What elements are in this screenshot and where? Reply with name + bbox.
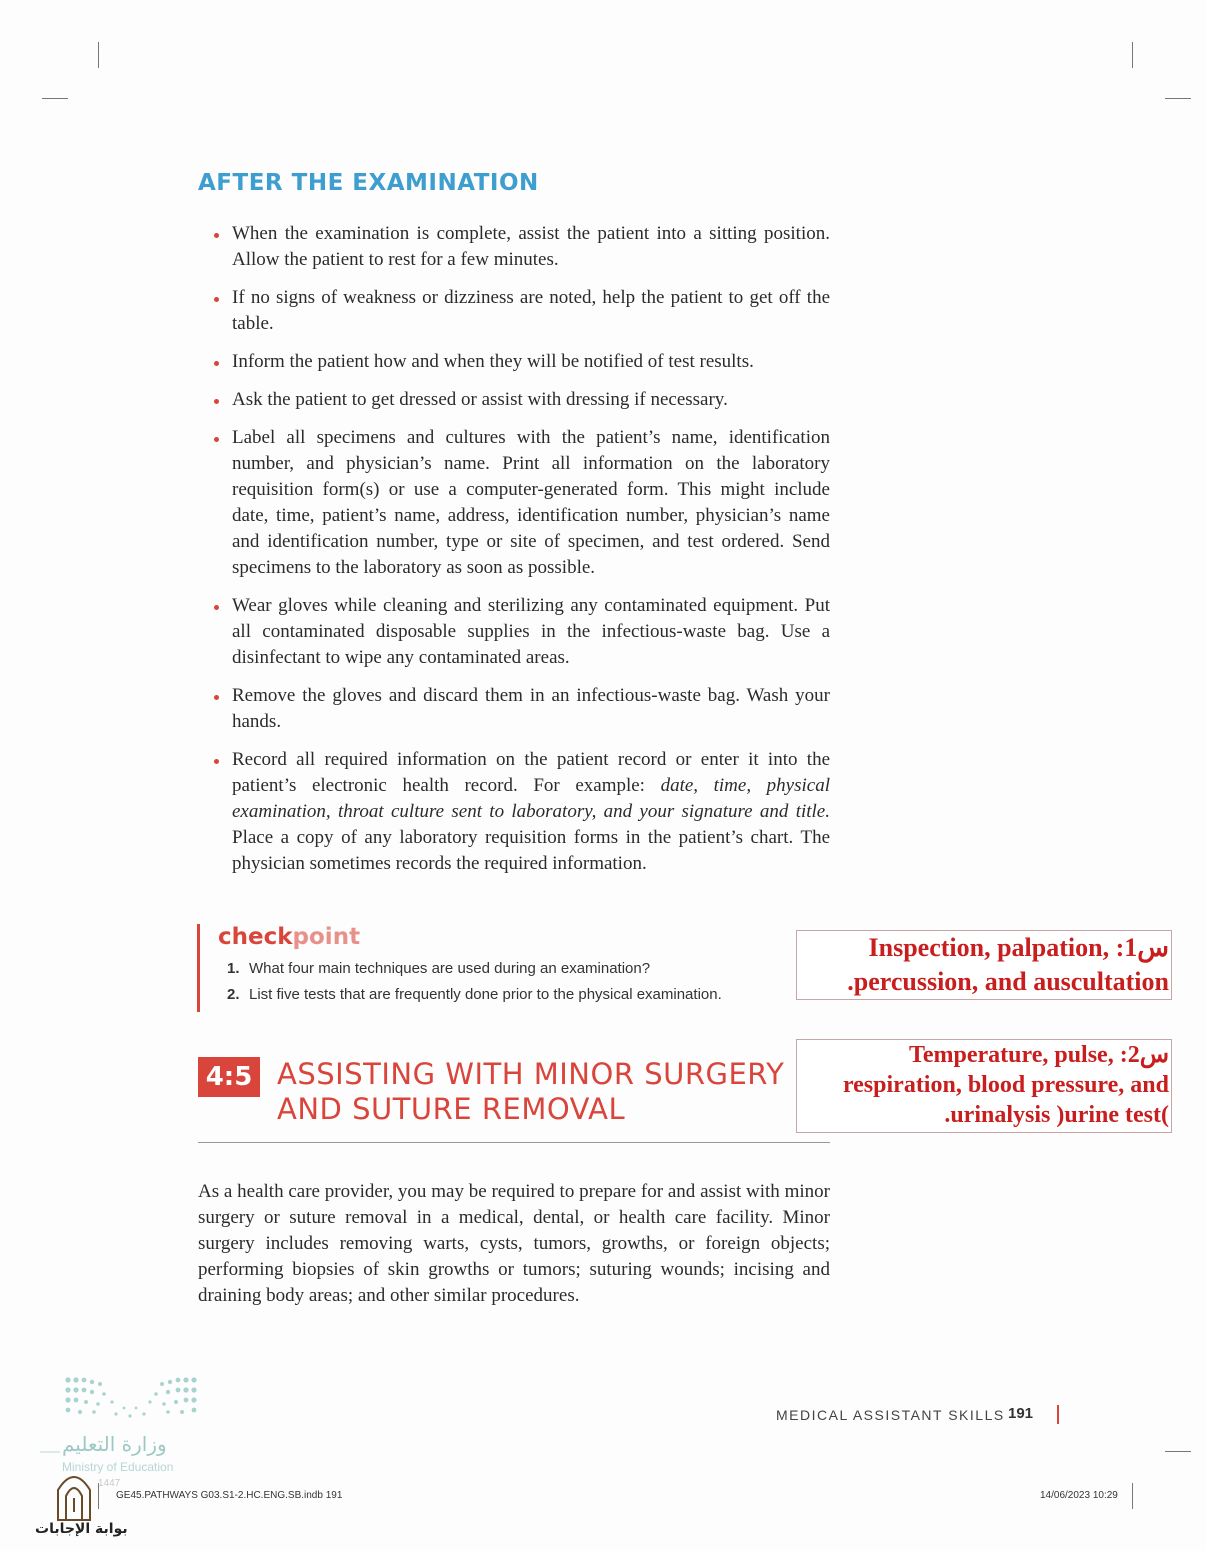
section-title: AFTER THE EXAMINATION	[198, 170, 539, 196]
answer-line: .urinalysis )urine test(	[944, 1102, 1169, 1128]
list-item: Remove the gloves and discard them in an infectious-waste bag. Wash your hands.	[212, 683, 830, 735]
intro-paragraph: As a health care provider, you may be required to prepare for and assist with minor surgery or suture removal in a medical, dental, or health care facility. Minor surgery includes removing warts, cysts, tumors, growths, or foreign objects; performing biopsies of skin growths or tumors; suturing wounds; incising and draining body areas; and other similar procedures.	[198, 1181, 830, 1306]
answer-box-1	[796, 930, 1172, 1000]
crop-mark	[1132, 42, 1133, 68]
ministry-arabic: وزارة التعليم	[62, 1432, 167, 1456]
answer-line: respiration, blood pressure, and	[842, 1072, 1169, 1098]
question-text: What four main techniques are used during an examination?	[249, 960, 651, 977]
answer-line: .percussion, and auscultation	[847, 967, 1169, 996]
list-item	[212, 747, 830, 877]
section-number-badge: 4:5	[198, 1057, 260, 1097]
list-item: Inform the patient how and when they will be notified of test results.	[212, 349, 830, 375]
page-number-bar	[1057, 1405, 1059, 1424]
list-item: Ask the patient to get dressed or assist with dressing if necessary.	[212, 387, 830, 413]
crop-mark	[42, 98, 68, 99]
checkpoint-title-a: check	[218, 924, 293, 950]
checkpoint-title-b: point	[292, 924, 361, 950]
portal-watermark: بوابة الإجابات	[35, 1521, 128, 1537]
checkpoint-box	[197, 924, 795, 1012]
list-item: If no signs of weakness or dizziness are noted, help the patient to get off the table.	[212, 285, 830, 337]
question-number: 1.	[227, 960, 240, 977]
answer-box-2	[796, 1039, 1172, 1133]
print-slug: GE45.PATHWAYS G03.S1-2.HC.ENG.SB.indb 191	[116, 1490, 343, 1501]
list-item-text: Place a copy of any laboratory requisition forms in the patient’s chart. The physician sometimes records the required information.	[232, 827, 830, 874]
answer-line: Temperature, pulse, :2س	[909, 1042, 1169, 1068]
list-item-italic: date, time, physical examination, throat culture sent to laboratory, and your signature and title.	[232, 775, 830, 822]
ministry-year: 1447	[98, 1478, 121, 1489]
divider	[198, 1142, 830, 1143]
checkpoint-questions	[227, 960, 722, 1012]
question-number: 2.	[227, 986, 240, 1003]
crop-mark	[1165, 1451, 1191, 1452]
section-heading-line: AND SUTURE REMOVAL	[277, 1092, 626, 1126]
print-timestamp: 14/06/2023 10:29	[1040, 1490, 1118, 1501]
checkpoint-question	[227, 960, 722, 977]
list-item: Wear gloves while cleaning and sterilizing any contaminated equipment. Put all contaminated disposable supplies in the infectious-waste bag. Use a disinfectant to wipe any contaminated areas.	[212, 593, 830, 671]
question-text: List five tests that are frequently done prior to the physical examination.	[249, 986, 722, 1003]
crop-mark	[1132, 1483, 1133, 1509]
checkpoint-question	[227, 986, 722, 1003]
checkpoint-title	[218, 924, 360, 950]
section-heading-line: ASSISTING WITH MINOR SURGERY	[277, 1057, 785, 1091]
list-item: When the examination is complete, assist the patient into a sitting position. Allow the patient to rest for a few minutes.	[212, 221, 830, 273]
list-item: Label all specimens and cultures with the patient’s name, identification number, and physician’s name. Print all information on the laboratory requisition form(s) or use a computer-generated form. This might include date, time, patient’s name, address, identification number, physician’s name and identification number, type or site of specimen, and test ordered. Send specimens to the laboratory as soon as possible.	[212, 425, 830, 581]
running-footer: MEDICAL ASSISTANT SKILLS	[776, 1407, 1005, 1423]
crop-mark	[98, 42, 99, 68]
page-number: 191	[1008, 1405, 1034, 1422]
crop-mark	[1165, 98, 1191, 99]
answer-line: Inspection, palpation, :1س	[868, 933, 1169, 962]
section-heading	[277, 1057, 784, 1127]
bullet-list	[212, 221, 830, 889]
ministry-english: Ministry of Education	[62, 1460, 174, 1474]
list-item-text: Record all required information on the patient record or enter it into the patient’s electronic health record. For example:	[232, 749, 830, 796]
